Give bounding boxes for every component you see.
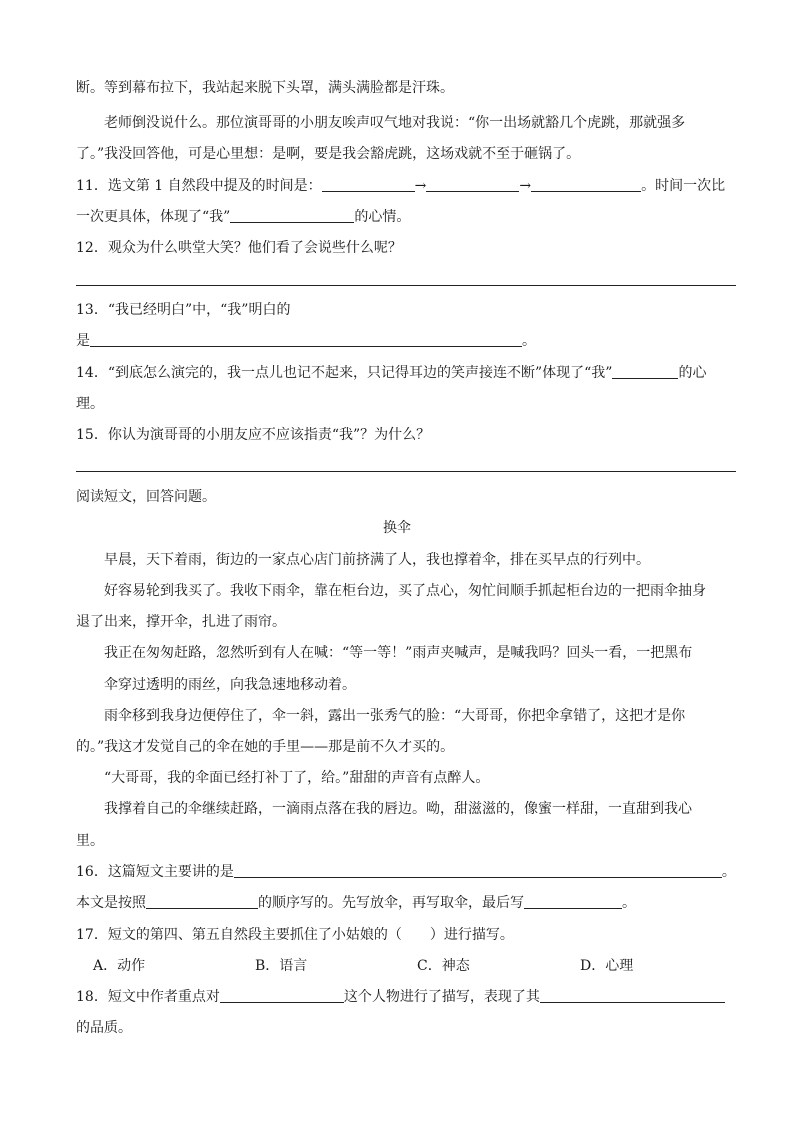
q11-answer-blank-3[interactable]: [531, 177, 641, 192]
question-14-line1: [76, 363, 706, 383]
reading-instruction: 阅读短文，回答问题。: [76, 489, 216, 505]
question-11-line1: [76, 176, 725, 196]
passage2-title: 换伞: [383, 520, 411, 536]
passage2-paragraph3-line1: 我正在匆匆赶路，忽然听到有人在喊：“等一等！”雨声夹喊声，是喊我吗？回头一看，一把黑布: [104, 645, 693, 661]
passage2-paragraph6-line2: 里。: [76, 833, 104, 849]
question-11-line2: [76, 207, 410, 227]
passage2-paragraph3-line2: 伞穿过透明的雨丝，向我急速地移动着。: [104, 677, 356, 693]
q14-answer-blank[interactable]: [612, 364, 678, 379]
q16-text-c: 本文是按照: [76, 895, 146, 911]
q11-answer-blank-1[interactable]: [322, 177, 415, 192]
q11-answer-blank-2[interactable]: [426, 177, 519, 192]
question-12: 12．观众为什么哄堂大笑？他们看了会说些什么呢？: [76, 240, 402, 256]
q11-arrow-2: →: [519, 178, 532, 194]
q16-text-e: 。: [622, 895, 636, 911]
q11-answer-blank-4[interactable]: [230, 208, 354, 223]
question-16-line2: [76, 893, 636, 913]
q13-answer-blank[interactable]: [90, 332, 522, 347]
passage1-paragraph2-line2: 了。”我没回答他，可是心里想：是啊，要是我会豁虎跳，这场戏就不至于砸锅了。: [76, 146, 581, 162]
passage2-paragraph2-line2: 退了出来，撑开伞，扎进了雨帘。: [76, 614, 286, 630]
q16-answer-blank-1[interactable]: [234, 863, 722, 878]
passage1-paragraph2-line1: 老师倒没说什么。那位演哥哥的小朋友唉声叹气地对我说：“你一出场就豁几个虎跳，那就强多: [104, 115, 686, 131]
q16-text-b: 。: [721, 864, 736, 880]
q18-answer-blank-2[interactable]: [540, 988, 725, 1003]
q11-text-b: 。时间一次比: [641, 178, 726, 194]
q16-text-d: 的顺序写的。先写放伞，再写取伞，最后写: [258, 895, 524, 911]
q16-answer-blank-2[interactable]: [146, 894, 258, 909]
q13-text-c: 。: [522, 333, 536, 349]
q11-text-a: 11．选文第 1 自然段中提及的时间是：: [76, 178, 322, 194]
q16-answer-blank-3[interactable]: [524, 894, 622, 909]
q17-option-a[interactable]: A．动作: [93, 958, 146, 974]
question-18-line1: [76, 987, 725, 1007]
question-16-line1: [76, 862, 736, 882]
q17-option-d[interactable]: D．心理: [580, 958, 634, 974]
q14-text-b: 的心: [678, 365, 707, 381]
q12-answer-line[interactable]: [76, 285, 736, 286]
passage2-paragraph4-line2: 的。”我这才发觉自己的伞在她的手里——那是前不久才买的。: [76, 739, 455, 755]
q11-text-d: 的心情。: [354, 209, 411, 225]
q11-arrow-1: →: [414, 178, 427, 194]
question-15: 15．你认为演哥哥的小朋友应不应该指责“我”？为什么？: [76, 427, 431, 443]
passage2-paragraph1: 早晨，天下着雨，街边的一家点心店门前挤满了人，我也撑着伞，排在买早点的行列中。: [104, 552, 650, 568]
q11-text-c: 一次更具体，体现了“我”: [76, 209, 231, 225]
passage2-paragraph2-line1: 好容易轮到我买了。我收下雨伞，靠在柜台边，买了点心，匆忙间顺手抓起柜台边的一把雨伞抽身: [104, 583, 706, 599]
q18-answer-blank-1[interactable]: [220, 988, 344, 1003]
question-13-line2: [76, 331, 536, 351]
q16-text-a: 16．这篇短文主要讲的是: [76, 864, 234, 880]
question-17: 17．短文的第四、第五自然段主要抓住了小姑娘的（ ）进行描写。: [76, 927, 514, 943]
q18-text-b: 这个人物进行了描写，表现了其: [343, 989, 540, 1005]
q17-option-c[interactable]: C．神态: [417, 958, 470, 974]
passage2-paragraph4-line1: 雨伞移到我身边便停住了，伞一斜，露出一张秀气的脸：“大哥哥，你把伞拿错了，这把才是你: [104, 708, 686, 724]
passage1-paragraph1-end: 断。等到幕布拉下，我站起来脱下头罩，满头满脸都是汗珠。: [76, 80, 454, 96]
passage2-paragraph6-line1: 我撑着自己的伞继续赶路，一滴雨点落在我的唇边。呦，甜滋滋的，像蜜一样甜，一直甜到我心: [104, 801, 692, 817]
q15-answer-line[interactable]: [76, 471, 736, 472]
q14-text-a: 14．“到底怎么演完的，我一点儿也记不起来，只记得耳边的笑声接连不断”体现了“我”: [76, 365, 613, 381]
q13-text-b: 是: [76, 333, 90, 349]
question-18-line2: 的品质。: [76, 1020, 132, 1036]
question-14-line2: 理。: [76, 396, 104, 412]
q17-option-b[interactable]: B．语言: [255, 958, 308, 974]
question-13-line1: 13．“我已经明白”中，“我”明白的: [76, 302, 291, 318]
passage2-paragraph5: “大哥哥，我的伞面已经打补丁了，给。”甜甜的声音有点醉人。: [104, 770, 490, 786]
q18-text-a: 18．短文中作者重点对: [76, 989, 220, 1005]
